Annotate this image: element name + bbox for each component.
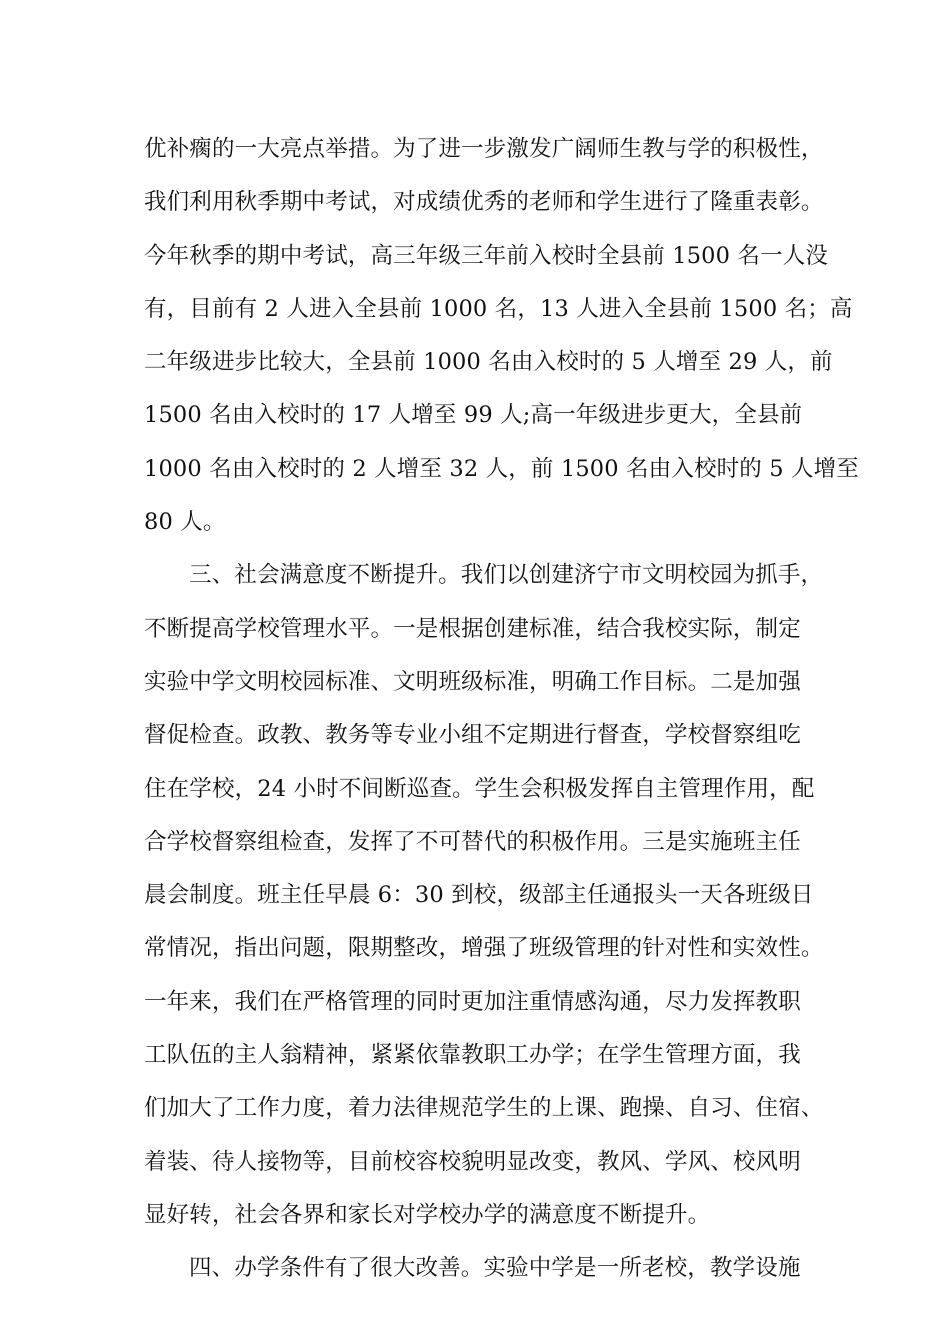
text-line: 有，目前有 2 人进入全县前 1000 名，13 人进入全县前 1500 名；高 <box>144 295 853 322</box>
text-line: 今年秋季的期中考试，高三年级三年前入校时全县前 1500 名一人没 <box>144 242 829 269</box>
text-line: 1000 名由入校时的 2 人增至 32 人，前 1500 名由入校时的 5 人增至 <box>144 455 859 482</box>
text-line: 实验中学文明校园标准、文明班级标准，明确工作目标。二是加强 <box>144 668 801 695</box>
text-line: 显好转，社会各界和家长对学校办学的满意度不断提升。 <box>144 1201 711 1228</box>
text-line: 工队伍的主人翁精神，紧紧依靠教职工办学；在学生管理方面，我 <box>144 1042 801 1069</box>
text-line: 晨会制度。班主任早晨 6：30 到校，级部主任通报头一天各班级日 <box>144 882 814 909</box>
text-line: 我们利用秋季期中考试，对成绩优秀的老师和学生进行了隆重表彰。 <box>144 189 824 216</box>
text-line: 督促检查。政教、教务等专业小组不定期进行督查，学校督察组吃 <box>144 722 801 749</box>
text-line: 常情况，指出问题，限期整改，增强了班级管理的针对性和实效性。 <box>144 935 824 962</box>
text-line: 80 人。 <box>144 509 226 536</box>
text-line: 合学校督察组检查，发挥了不可替代的积极作用。三是实施班主任 <box>144 828 801 855</box>
text-line: 1500 名由入校时的 17 人增至 99 人;高一年级进步更大，全县前 <box>144 402 803 429</box>
paragraph-start-line: 四、办学条件有了很大改善。实验中学是一所老校，教学设施 <box>189 1255 801 1282</box>
text-line: 着装、待人接物等，目前校容校貌明显改变，教风、学风、校风明 <box>144 1148 801 1175</box>
text-line: 一年来，我们在严格管理的同时更加注重情感沟通，尽力发挥教职 <box>144 988 801 1015</box>
body-text <box>144 129 859 1302</box>
paragraph-start-line: 三、社会满意度不断提升。我们以创建济宁市文明校园为抓手， <box>189 562 824 589</box>
text-line: 优补瘸的一大亮点举措。为了进一步激发广阔师生教与学的积极性， <box>144 136 824 162</box>
text-line: 二年级进步比较大，全县前 1000 名由入校时的 5 人增至 29 人，前 <box>144 349 833 376</box>
text-line: 们加大了工作力度，着力法律规范学生的上课、跑操、自习、住宿、 <box>144 1095 824 1122</box>
text-line: 住在学校，24 小时不间断巡查。学生会积极发挥自主管理作用，配 <box>144 775 815 802</box>
text-line: 不断提高学校管理水平。一是根据创建标准，结合我校实际，制定 <box>144 615 801 642</box>
